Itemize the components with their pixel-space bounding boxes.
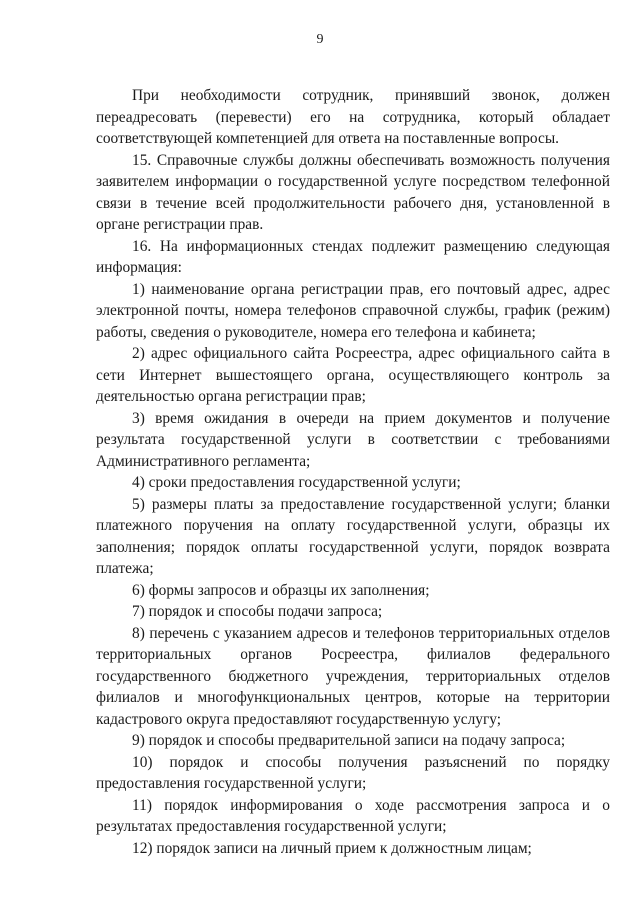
list-item-6: 6) формы запросов и образцы их заполнения; xyxy=(132,581,430,599)
list-item-1: 1) наименование органа регистрации прав, его почтовый адрес, адрес электронной почты, номера телефонов справочной службы, график (режим) работы, сведения о руководителе, номера его телефона и кабинета; xyxy=(96,280,610,341)
list-item-9: 9) порядок и способы предварительной записи на подачу запроса; xyxy=(132,732,566,749)
list-item-4: 4) сроки предоставления государственной услуги; xyxy=(132,474,461,491)
list-item-5: 5) размеры платы за предоставление государственной услуги; бланки платежного поручения на оплату государственной услуги, образцы их заполнения; порядок оплаты государственной услуги, порядок возврата платежа; xyxy=(96,495,610,577)
list-item-12: 12) порядок записи на личный прием к должностным лицам; xyxy=(132,839,532,857)
list-item-10: 10) порядок и способы получения разъяснений по порядку предоставления государственной услуги; xyxy=(96,753,610,792)
document-body xyxy=(96,85,610,859)
paragraph-16-info-stands: 16. На информационных стендах подлежит размещению следующая информация: xyxy=(96,237,610,276)
list-item-2: 2) адрес официального сайта Росреестра, адрес официального сайта в сети Интернет вышестоящего органа, осуществляющего контроль за деятельностью органа регистрации прав; xyxy=(96,345,610,405)
list-item-3: 3) время ожидания в очереди на прием документов и получение результата государственной услуги в соответствии с требованиями Административного регламента; xyxy=(96,409,610,470)
list-item-8: 8) перечень с указанием адресов и телефонов территориальных отделов территориальных органов Росреестра, филиалов федерального государственного бюджетного учреждения, территориальных отделов филиалов и многофункциональных центров, которые на территории кадастрового округа предоставляют государственную услугу; xyxy=(96,624,610,728)
paragraph-15-help-services: 15. Справочные службы должны обеспечивать возможность получения заявителем информации о государственной услуге посредством телефонной связи в течение всей продолжительности рабочего дня, установленной в органе регистрации прав. xyxy=(96,151,610,233)
list-item-7: 7) порядок и способы подачи запроса; xyxy=(132,603,383,620)
list-item-11: 11) порядок информирования о ходе рассмотрения запроса и о результатах предоставления государственной услуги; xyxy=(96,796,610,835)
page-number: 9 xyxy=(316,32,324,47)
paragraph-redirect-call: При необходимости сотрудник, принявший звонок, должен переадресовать (перевести) его на сотрудника, который обладает соответствующей компетенцией для ответа на поставленные вопросы. xyxy=(96,87,610,147)
